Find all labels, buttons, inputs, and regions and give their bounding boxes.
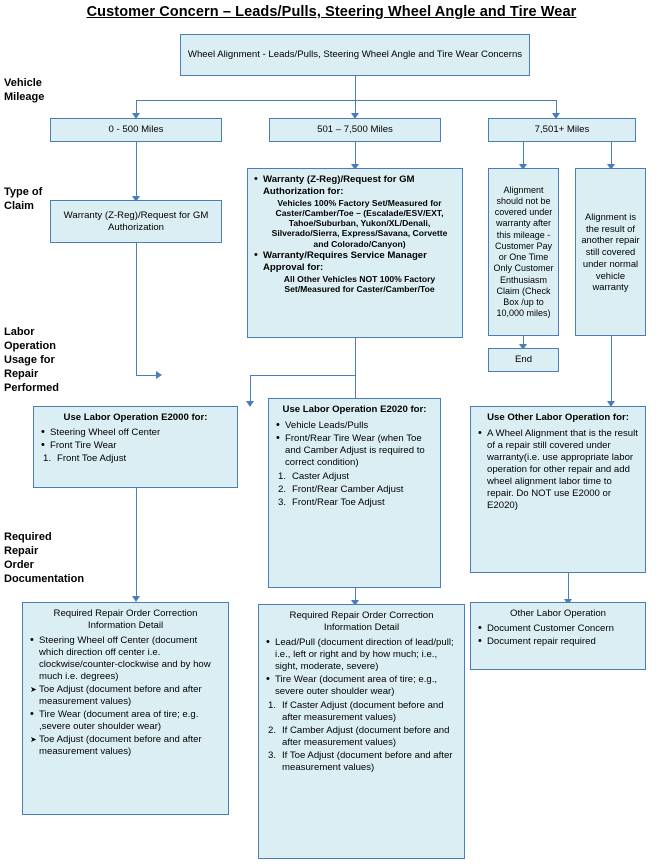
connector-line [355, 142, 356, 166]
list-item: • Document repair required [478, 636, 638, 648]
end-box [488, 348, 559, 372]
claim-mid-head: • Warranty (Z-Reg)/Request for GM Authorization for: Vehicles 100% Factory Set/Measured for Caster/Camber/Toe – (Escalade/ESV/EXT, Tahoe/Suburban, Yukon/XL/Denali, Silverado/Sierra, Express/Savana, Corvette and Colorado/Canyon) [254, 174, 456, 249]
list-item: • Tire Wear (document area of tire; e.g. ,severe outer shoulder wear) [30, 709, 221, 733]
row-label-line: Operation [4, 340, 56, 353]
claim-mid-second-detail: All Other Vehicles NOT 100% Factory Set/Measured for Caster/Camber/Toe [283, 273, 436, 294]
doc-box-mid [258, 604, 465, 859]
connector-line [523, 142, 524, 166]
row-label-line: Claim [4, 200, 34, 213]
list-item: • Front Tire Wear [41, 440, 230, 452]
claim-mid-second: • Warranty/Requires Service Manager Approval for: All Other Vehicles NOT 100% Factory Set/Measured for Caster/Camber/Toe [254, 250, 456, 294]
doc-mid-numbered [266, 700, 457, 774]
list-item: • A Wheel Alignment that is the result of a repair still covered under warranty(i.e. use appropriate labor operation for other repair and add wheel alignment labor time to repair. Do NOT use E2000 or E2020) [478, 428, 638, 512]
labor-box-e2000 [33, 406, 238, 488]
connector-line [355, 338, 356, 375]
labor-other-bullets [478, 428, 638, 512]
top-concern-box [180, 34, 530, 76]
labor-e2000-bullets [41, 427, 230, 452]
doc-left-list [30, 635, 221, 758]
row-label-line: Repair [4, 545, 39, 558]
connector-line [136, 488, 137, 598]
labor-box-e2020 [268, 398, 441, 588]
connector-line [355, 75, 356, 100]
connector-line [136, 142, 137, 198]
labor-e2020-numbered [276, 471, 433, 509]
end-label: End [514, 354, 533, 365]
mileage-low-label: 0 - 500 Miles [108, 124, 164, 135]
doc-left-head: Required Repair Order Correction Information Detail [53, 608, 198, 631]
mileage-box-high [488, 118, 636, 142]
labor-box-other [470, 406, 646, 573]
doc-mid-bullets [266, 637, 457, 698]
mileage-mid-label: 501 – 7,500 Miles [317, 124, 393, 135]
claim-mid-head-detail: Vehicles 100% Factory Set/Measured for Caster/Camber/Toe – (Escalade/ESV/EXT, Tahoe/Suburban, Yukon/XL/Denali, Silverado/Sierra, Express/Savana, Corvette and Colorado/Canyon) [271, 197, 448, 249]
claim-mid-list [254, 174, 456, 294]
row-label-line: Required [4, 531, 52, 543]
connector-line [136, 100, 556, 101]
claim-box-high-left [488, 168, 559, 336]
claim-low-text: Warranty (Z-Reg)/Request for GM Authorization [63, 209, 209, 233]
connector-line [136, 375, 158, 376]
connector-line [250, 375, 251, 403]
list-item: If Toe Adjust (document before and after measurement values) [282, 749, 453, 773]
mileage-box-mid [269, 118, 441, 142]
list-item: • Steering Wheel off Center (document which direction off center i.e. clockwise/counter-clockwise and by how much i.e. degrees) [30, 635, 221, 683]
list-item: • Document Customer Concern [478, 623, 638, 635]
mileage-high-label: 7,501+ Miles [534, 124, 590, 135]
list-item: • Lead/Pull (document direction of lead/pull; i.e., left or right and by how much; i.e., sight, moderate, severe) [266, 637, 457, 673]
list-item: Front/Rear Toe Adjust [292, 496, 385, 508]
connector-line [556, 100, 557, 114]
labor-e2020-head: Use Labor Operation E2020 for: [282, 404, 427, 415]
row-label-line: Documentation [4, 573, 85, 586]
labor-e2000-numbered [41, 453, 230, 465]
doc-box-left [22, 602, 229, 815]
row-label-line: Usage for [4, 354, 55, 367]
doc-right-bullets [478, 623, 638, 648]
claim-box-low [50, 200, 222, 243]
list-item: Front/Rear Camber Adjust [292, 483, 404, 495]
row-label-line: Type of [4, 186, 43, 198]
labor-e2000-head: Use Labor Operation E2000 for: [63, 412, 208, 423]
claim-box-mid [247, 168, 463, 338]
doc-mid-head: Required Repair Order Correction Information Detail [289, 610, 434, 633]
row-label-required-repair-documentation [4, 530, 85, 586]
row-label-line: Labor [4, 326, 35, 338]
connector-line [355, 100, 356, 114]
list-item: • Vehicle Leads/Pulls [276, 420, 433, 432]
list-item: • Front/Rear Tire Wear (when Toe and Camber Adjust is required to correct condition) [276, 433, 433, 469]
connector-line [250, 375, 356, 376]
connector-arrow [156, 371, 162, 379]
top-concern-text: Wheel Alignment - Leads/Pulls, Steering Wheel Angle and Tire Wear Concerns [187, 49, 523, 60]
connector-line [611, 142, 612, 166]
list-item: Front Toe Adjust [57, 452, 127, 464]
row-label-line: Order [4, 559, 34, 572]
claim-high-left-text: Alignment should not be covered under warranty after this mileage - Customer Pay or One Time Only Customer Enthusiasm Claim (Check Box /up to 10,000 miles) [493, 184, 554, 319]
connector-line [611, 336, 612, 403]
claim-box-high-right [575, 168, 646, 336]
row-label-line: Vehicle [4, 77, 42, 89]
list-item: • Tire Wear (document area of tire; e.g., severe outer shoulder wear) [266, 674, 457, 698]
labor-e2020-bullets [276, 420, 433, 469]
list-item: ➤ Toe Adjust (document before and after measurement values) [30, 734, 221, 758]
claim-high-right-text: Alignment is the result of another repair still covered under normal vehicle warranty [581, 210, 640, 293]
connector-line [136, 243, 137, 375]
connector-line [136, 100, 137, 114]
list-item: If Camber Adjust (document before and after measurement values) [282, 724, 450, 748]
row-label-line: Mileage [4, 91, 45, 104]
row-label-line: Performed [4, 382, 60, 395]
doc-right-head: Other Labor Operation [510, 608, 606, 619]
list-item: • Steering Wheel off Center [41, 427, 230, 439]
connector-arrow [246, 401, 254, 407]
page-title: Customer Concern – Leads/Pulls, Steering Wheel Angle and Tire Wear [86, 4, 577, 20]
list-item: ➤ Toe Adjust (document before and after measurement values) [30, 684, 221, 708]
mileage-box-low [50, 118, 222, 142]
row-label-labor-operation [4, 325, 80, 395]
row-label-line: Repair [4, 368, 39, 381]
doc-box-right [470, 602, 646, 670]
labor-other-head: Use Other Labor Operation for: [487, 412, 629, 423]
list-item: If Caster Adjust (document before and after measurement values) [282, 699, 444, 723]
connector-line [568, 573, 569, 601]
list-item: Caster Adjust [292, 470, 350, 482]
row-label-vehicle-mileage [4, 76, 74, 104]
